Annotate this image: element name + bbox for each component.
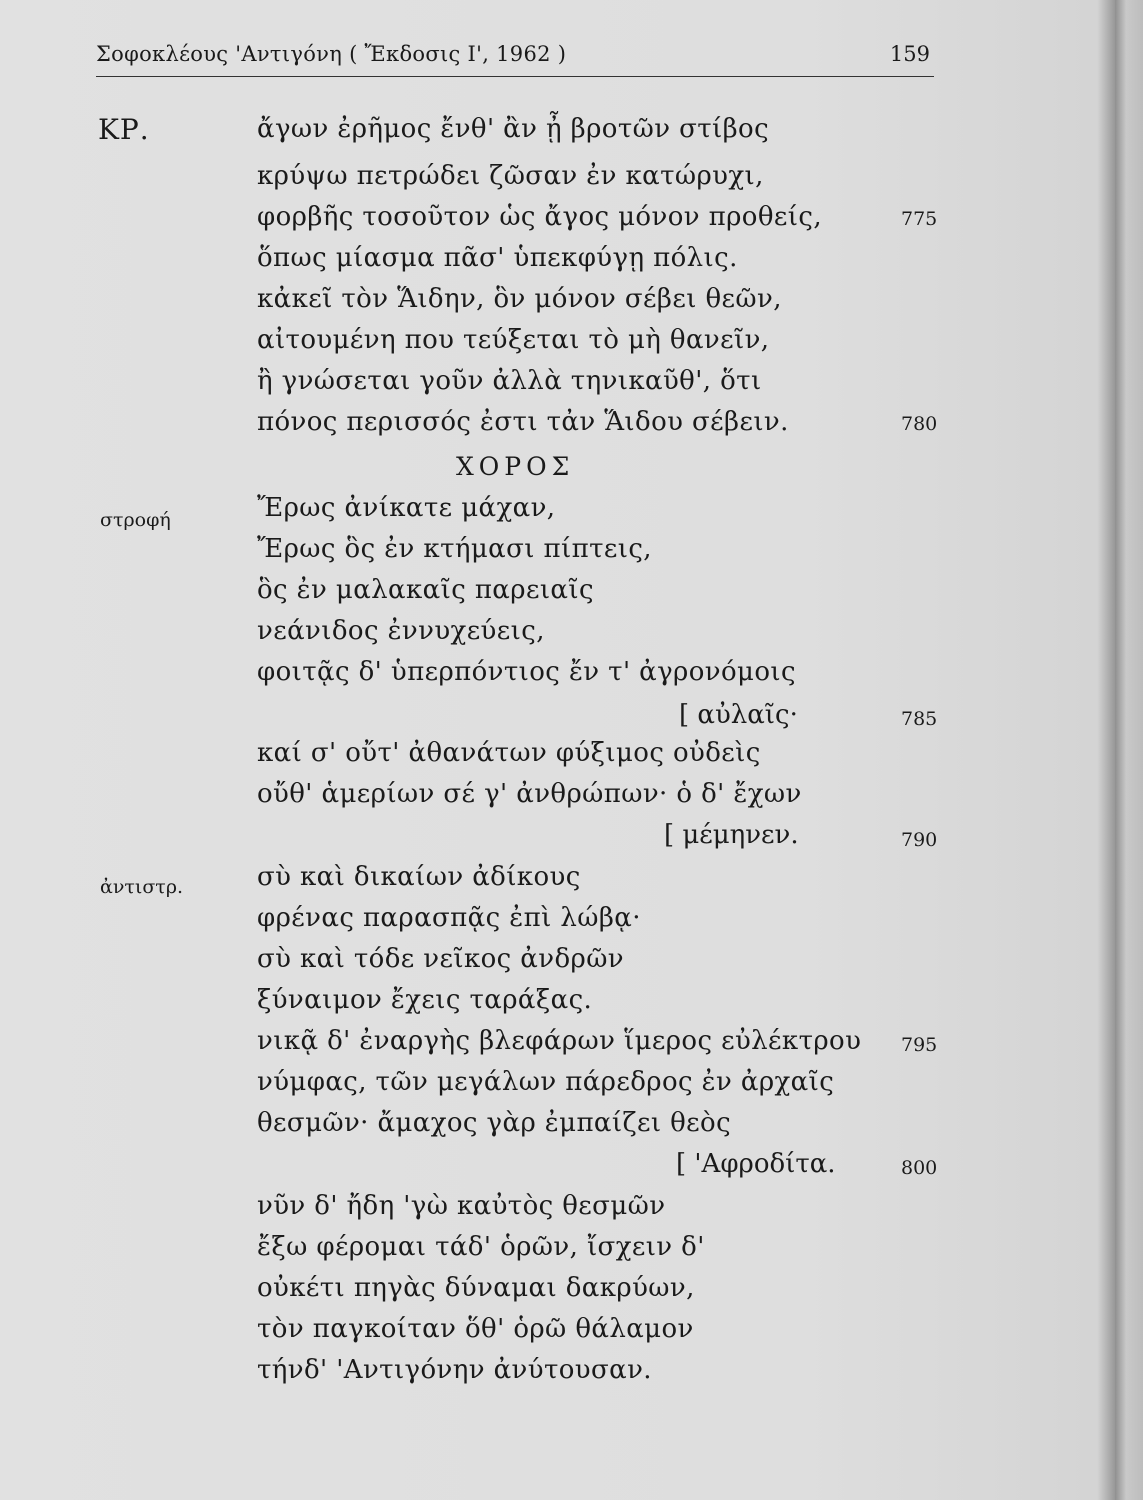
antistrophe-label: ἀντιστρ. <box>100 876 184 898</box>
verse-line: φρένας παρασπᾷς ἐπὶ λώβᾳ· <box>257 903 641 933</box>
verse-line: ἢ γνώσεται γοῦν ἀλλὰ τηνικαῦθ', ὅτι <box>257 366 762 396</box>
verse-line: νύμφας, τῶν μεγάλων πάρεδρος ἐν ἀρχαῖς <box>257 1067 835 1097</box>
line-number: 795 <box>901 1034 938 1056</box>
verse-line: οὔθ' ἁμερίων σέ γ' ἀνθρώπων· ὁ δ' ἔχων <box>257 779 802 809</box>
speaker-label: ΚΡ. <box>98 113 150 146</box>
line-number: 790 <box>901 829 938 851</box>
line-number: 785 <box>901 708 938 730</box>
verse-continuation: [ αὐλαῖς· <box>679 700 798 730</box>
verse-line: ἔξω φέρομαι τάδ' ὁρῶν, ἴσχειν δ' <box>257 1232 705 1262</box>
verse-line: θεσμῶν· ἄμαχος γὰρ ἐμπαίζει θεὸς <box>257 1108 732 1138</box>
page-number: 159 <box>889 42 930 66</box>
strophe-label: στροφή <box>100 509 171 531</box>
page-header <box>96 36 934 77</box>
verse-line: καί σ' οὔτ' ἀθανάτων φύξιμος οὐδεὶς <box>257 738 761 768</box>
verse-continuation: [ μέμηνεν. <box>664 820 799 850</box>
line-number: 780 <box>901 413 938 435</box>
verse-line: Ἔρως ἀνίκατε μάχαν, <box>257 493 556 523</box>
verse-line: Ἔρως ὃς ἐν κτήμασι πίπτεις, <box>257 534 652 564</box>
verse-line: κρύψω πετρώδει ζῶσαν ἐν κατώρυχι, <box>257 161 764 191</box>
verse-line: αἰτουμένη που τεύξεται τὸ μὴ θανεῖν, <box>257 325 770 355</box>
verse-line: ξύναιμον ἔχεις ταράξας. <box>257 985 593 1015</box>
verse-line: ὃς ἐν μαλακαῖς παρειαῖς <box>257 575 594 605</box>
verse-line: τὸν παγκοίταν ὅθ' ὁρῶ θάλαμον <box>257 1314 694 1344</box>
verse-line: φοιτᾷς δ' ὑπερπόντιος ἔν τ' ἀγρονόμοις <box>257 657 796 687</box>
verse-line: σὺ καὶ δικαίων ἀδίκους <box>257 862 581 892</box>
page-edge <box>1115 0 1143 1500</box>
verse-line: σὺ καὶ τόδε νεῖκος ἀνδρῶν <box>257 944 625 974</box>
verse-line: ὅπως μίασμα πᾶσ' ὑπεκφύγῃ πόλις. <box>257 243 738 273</box>
line-number: 800 <box>901 1157 938 1179</box>
verse-line: φορβῆς τοσοῦτον ὡς ἄγος μόνον προθείς, <box>257 202 822 232</box>
verse-continuation: [ 'Αφροδίτα. <box>676 1149 836 1179</box>
verse-line: κἀκεῖ τὸν Ἅιδην, ὃν μόνον σέβει θεῶν, <box>257 284 782 314</box>
verse-line: ἄγων ἐρῆμος ἔνθ' ἂν ᾖ βροτῶν στίβος <box>257 114 770 144</box>
chorus-heading: ΧΟΡΟΣ <box>456 452 575 481</box>
line-number: 775 <box>901 208 938 230</box>
verse-line: νεάνιδος ἐννυχεύεις, <box>257 616 545 646</box>
running-head: Σοφοκλέους 'Αντιγόνη ( Ἔκδοσις Ι', 1962 ) <box>96 42 567 66</box>
verse-line: νῦν δ' ἤδη 'γὼ καὐτὸς θεσμῶν <box>257 1191 666 1221</box>
verse-line: νικᾷ δ' ἐναργὴς βλεφάρων ἵμερος εὐλέκτρου <box>257 1026 862 1056</box>
verse-line: πόνος περισσός ἐστι τἀν Ἅιδου σέβειν. <box>257 407 789 437</box>
verse-line: οὐκέτι πηγὰς δύναμαι δακρύων, <box>257 1273 695 1303</box>
verse-line: τήνδ' 'Αντιγόνην ἀνύτουσαν. <box>257 1355 652 1385</box>
